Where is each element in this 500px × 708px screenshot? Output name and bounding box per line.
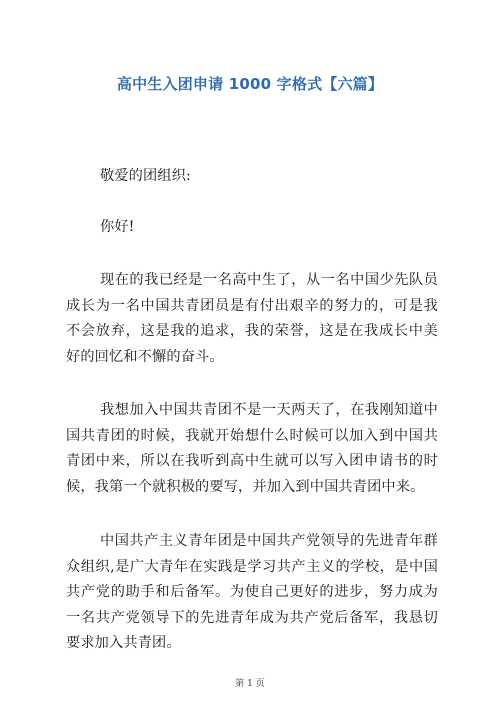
document-title: 高中生入团申请 1000 字格式【六篇】 [116, 75, 384, 93]
salutation: 敬爱的团组织: [100, 168, 191, 184]
paragraph-3: 中国共产主义青年团是中国共产党领导的先进青年群众组织,是广大青年在实践是学习共产主义的学校，是中国共产党的助手和后备军。为使自己更好的进步，努力成为一名共产党领导下的先进青年成为共产党后备军，我恳切要求加入共青团。 [66, 533, 438, 652]
paragraph-2: 我想加入中国共青团不是一天两天了，在我刚知道中国共青团的时候，我就开始想什么时候可以加入到中国共青团中来，所以在我听到高中生就可以写入团申请书的时候，我第一个就积极的要写，并加入到中国共青团中来。 [66, 402, 438, 495]
greeting: 你好! [100, 219, 135, 235]
paragraph-1: 现在的我已经是一名高中生了，从一名中国少先队员成长为一名中国共青团员是有付出艰辛的努力的，可是我不会放弃，这是我的追求，我的荣誉，这是在我成长中美好的回忆和不懈的奋斗。 [66, 272, 438, 365]
page-number: 第 1 页 [235, 679, 265, 689]
